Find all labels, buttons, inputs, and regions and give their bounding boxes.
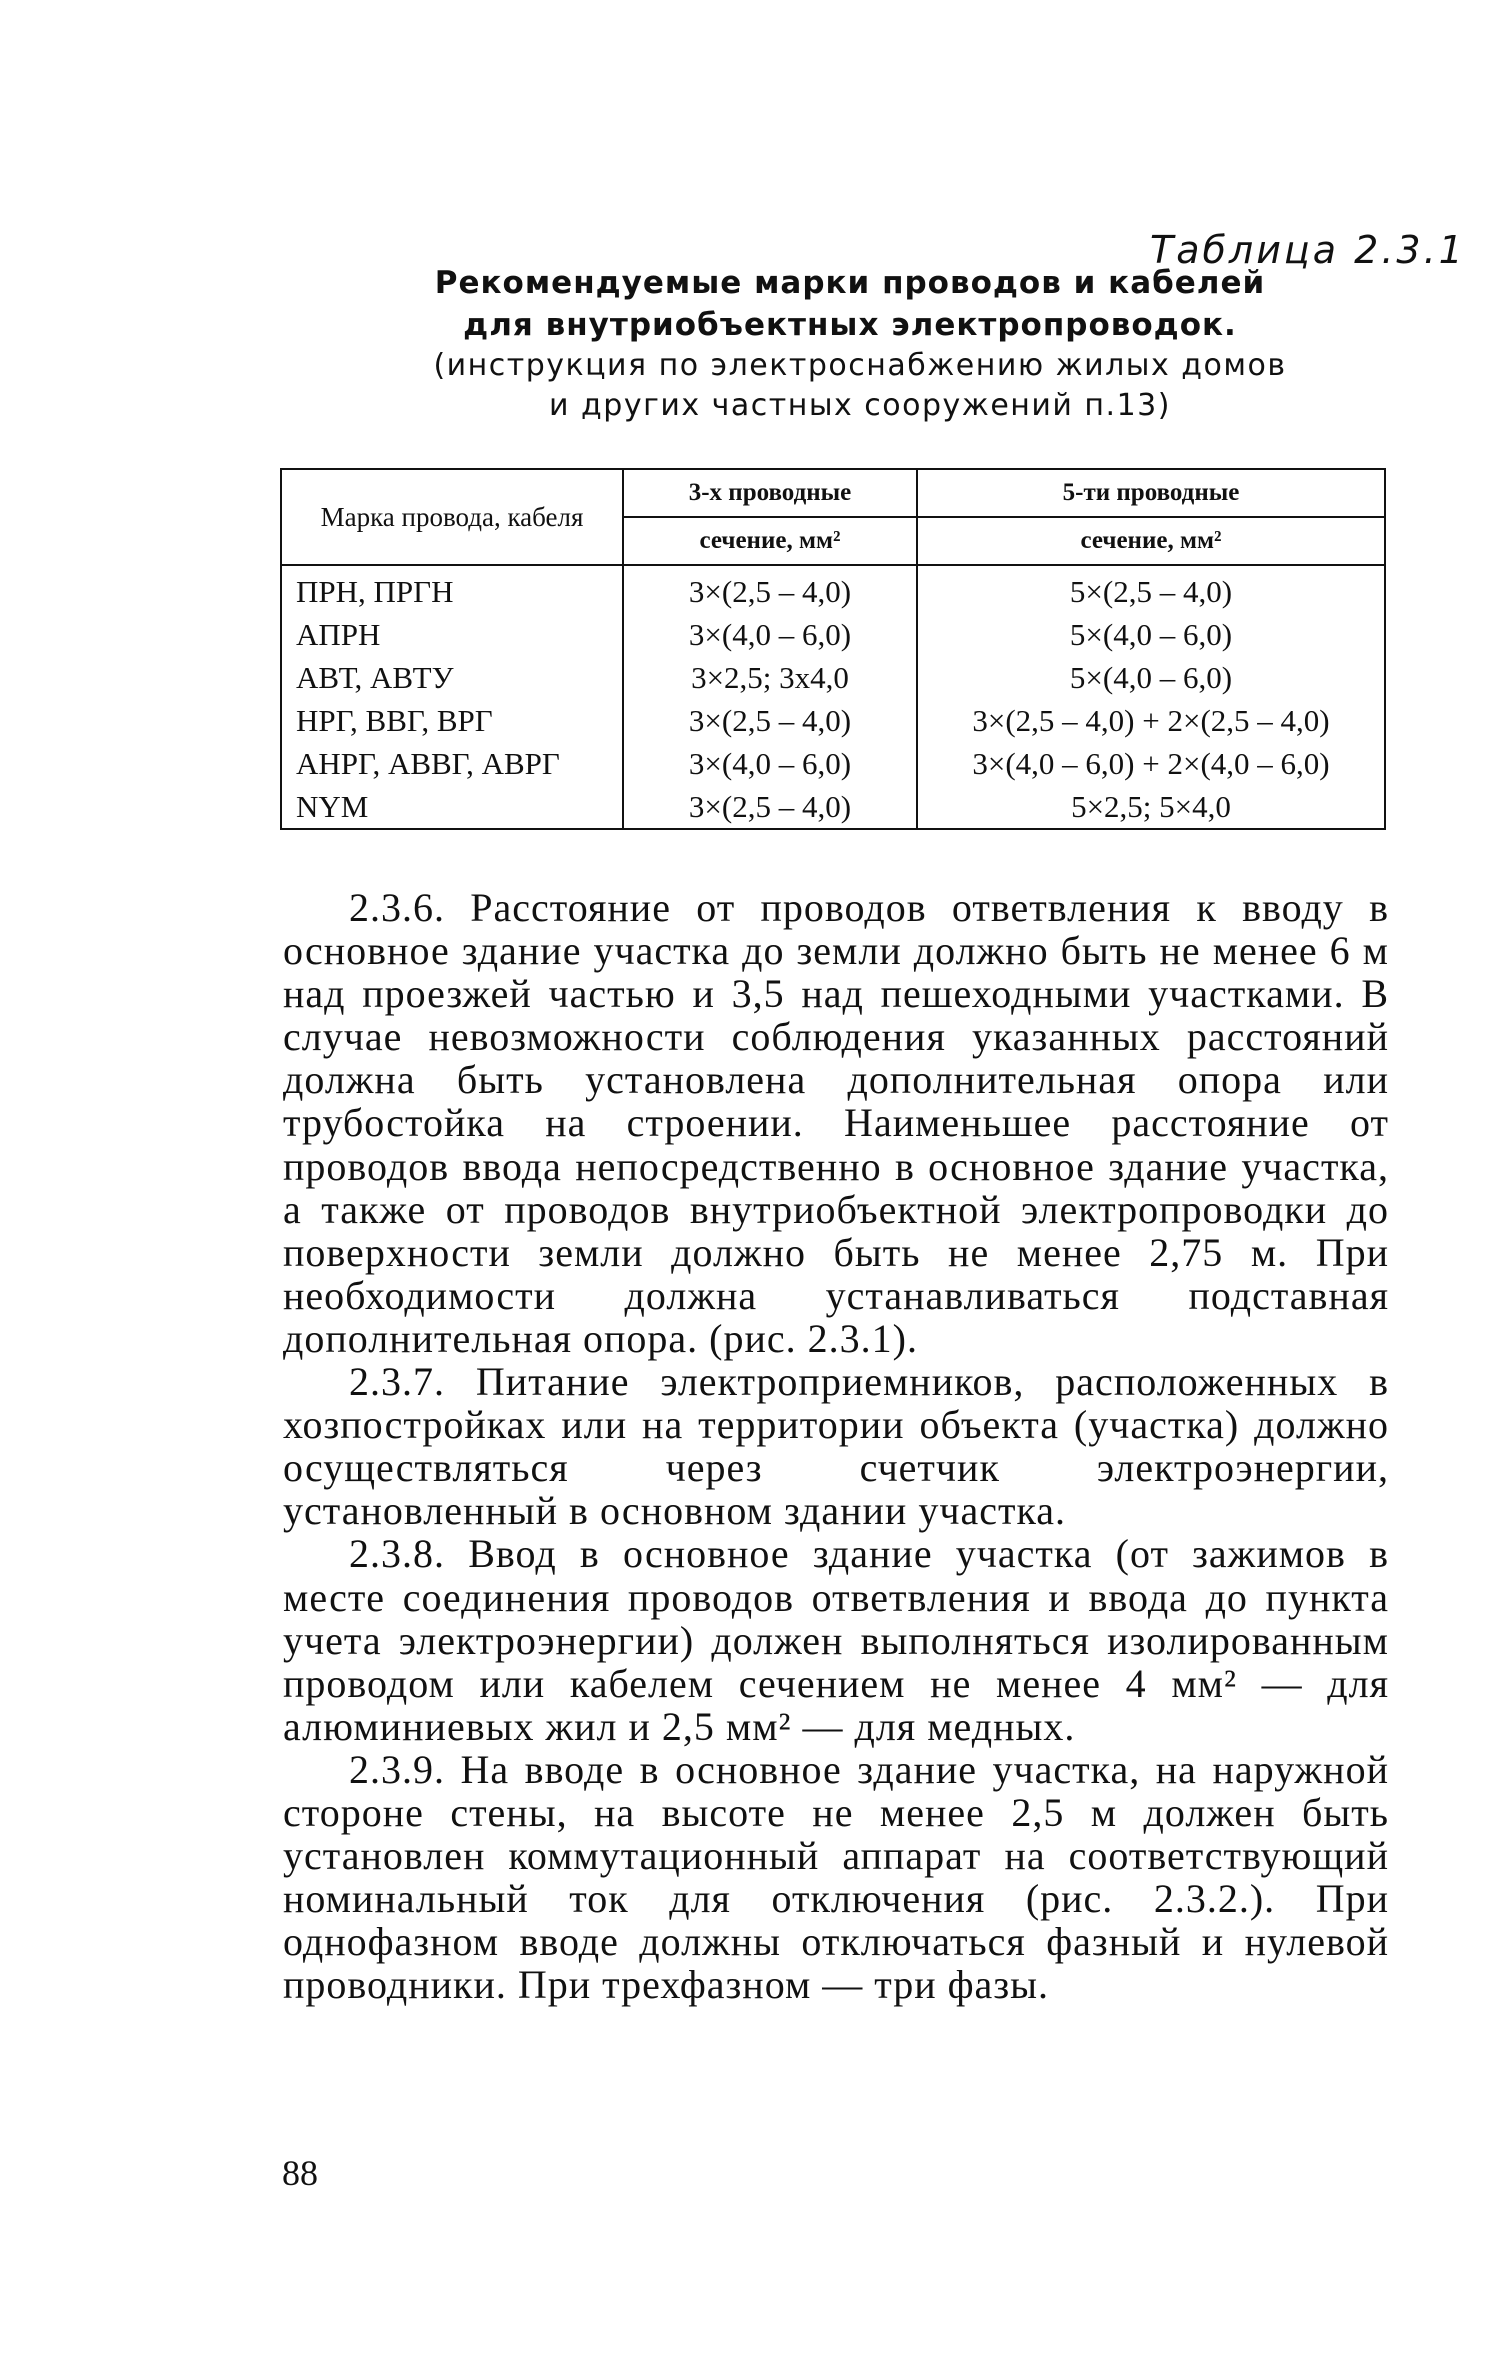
paragraph-2-3-7: 2.3.7. Питание электроприемников, расположенных в хозпостройках или на территории объекта (участка) должно осуществляться через счетчик электроэнергии, установленный в основном здании участка. [283, 1359, 1389, 1534]
cell-five-wire: 5×(2,5 – 4,0) [917, 565, 1385, 613]
header-five-wire: 5-ти проводные [917, 469, 1385, 517]
header-three-wire: 3-х проводные [623, 469, 917, 517]
table-title-line: Рекомендуемые марки проводов и кабелей [434, 265, 1266, 301]
cell-five-wire: 3×(2,5 – 4,0) + 2×(2,5 – 4,0) [917, 699, 1385, 742]
paragraph-2-3-9: 2.3.9. На вводе в основное здание участка, на наружной стороне стены, на высоте не менее 2,5 м должен быть установлен коммутационный аппарат на соответствующий номинальный ток для отключения (рис. 2.3.2.). При однофазном вводе должны отключаться фазный и нулевой проводники. При трехфазном — три фазы. [283, 1746, 1389, 2008]
body-text [283, 886, 1389, 2006]
header-five-wire-section: сечение, мм² [917, 517, 1385, 565]
header-wire-brand: Марка провода, кабеля [281, 469, 623, 565]
wire-brands-table [280, 468, 1386, 830]
table-note-line: (инструкция по электроснабжению жилых домов [433, 348, 1287, 383]
paragraph-2-3-6: 2.3.6. Расстояние от проводов ответвления к вводу в основное здание участка до земли должно быть не менее 6 м над проезжей частью и 3,5 над пешеходными участками. В случае невозможности соблюдения указанных расстояний должна быть установлена дополнительная опора или трубостойка на строении. Наименьшее расстояние от проводов ввода непосредственно в основное здание участка, а также от проводов внутриобъектной электропроводки до поверхности земли должно быть не менее 2,75 м. При необходимости должна устанавливаться подставная дополнительная опора. (рис. 2.3.1). [283, 885, 1389, 1361]
cell-brand: ПРН, ПРГН [281, 565, 623, 613]
cell-brand: NYM [281, 785, 623, 829]
table-caption: Таблица 2.3.1 [1150, 228, 1466, 272]
cell-five-wire: 5×(4,0 – 6,0) [917, 656, 1385, 699]
cell-brand: АПРН [281, 613, 623, 656]
table-title-line: для внутриобъектных электропроводок. [463, 307, 1237, 343]
page-number: 88 [282, 2153, 318, 2193]
table-row [281, 785, 1385, 829]
cell-brand: АНРГ, АВВГ, АВРГ [281, 742, 623, 785]
table-note-line: и других частных сооружений п.13) [549, 388, 1171, 423]
cell-three-wire: 3×(4,0 – 6,0) [623, 742, 917, 785]
cell-three-wire: 3×(2,5 – 4,0) [623, 699, 917, 742]
table-row [281, 613, 1385, 656]
paragraph-2-3-8: 2.3.8. Ввод в основное здание участка (от зажимов в месте соединения проводов ответвления и ввода до пункта учета электроэнергии) должен выполняться изолированным проводом или кабелем сечением не менее 4 мм² — для алюминиевых жил и 2,5 мм² — для медных. [283, 1531, 1389, 1749]
table-row [281, 656, 1385, 699]
cell-three-wire: 3×(4,0 – 6,0) [623, 613, 917, 656]
cell-five-wire: 5×(4,0 – 6,0) [917, 613, 1385, 656]
cell-three-wire: 3×(2,5 – 4,0) [623, 785, 917, 829]
table-row [281, 699, 1385, 742]
table-title [300, 262, 1400, 346]
cell-brand: АВТ, АВТУ [281, 656, 623, 699]
cell-three-wire: 3×(2,5 – 4,0) [623, 565, 917, 613]
table-note [300, 346, 1420, 426]
cell-three-wire: 3×2,5; 3х4,0 [623, 656, 917, 699]
table-row [281, 742, 1385, 785]
cell-five-wire: 5×2,5; 5×4,0 [917, 785, 1385, 829]
table-row [281, 565, 1385, 613]
header-three-wire-section: сечение, мм² [623, 517, 917, 565]
cell-brand: НРГ, ВВГ, ВРГ [281, 699, 623, 742]
cell-five-wire: 3×(4,0 – 6,0) + 2×(4,0 – 6,0) [917, 742, 1385, 785]
